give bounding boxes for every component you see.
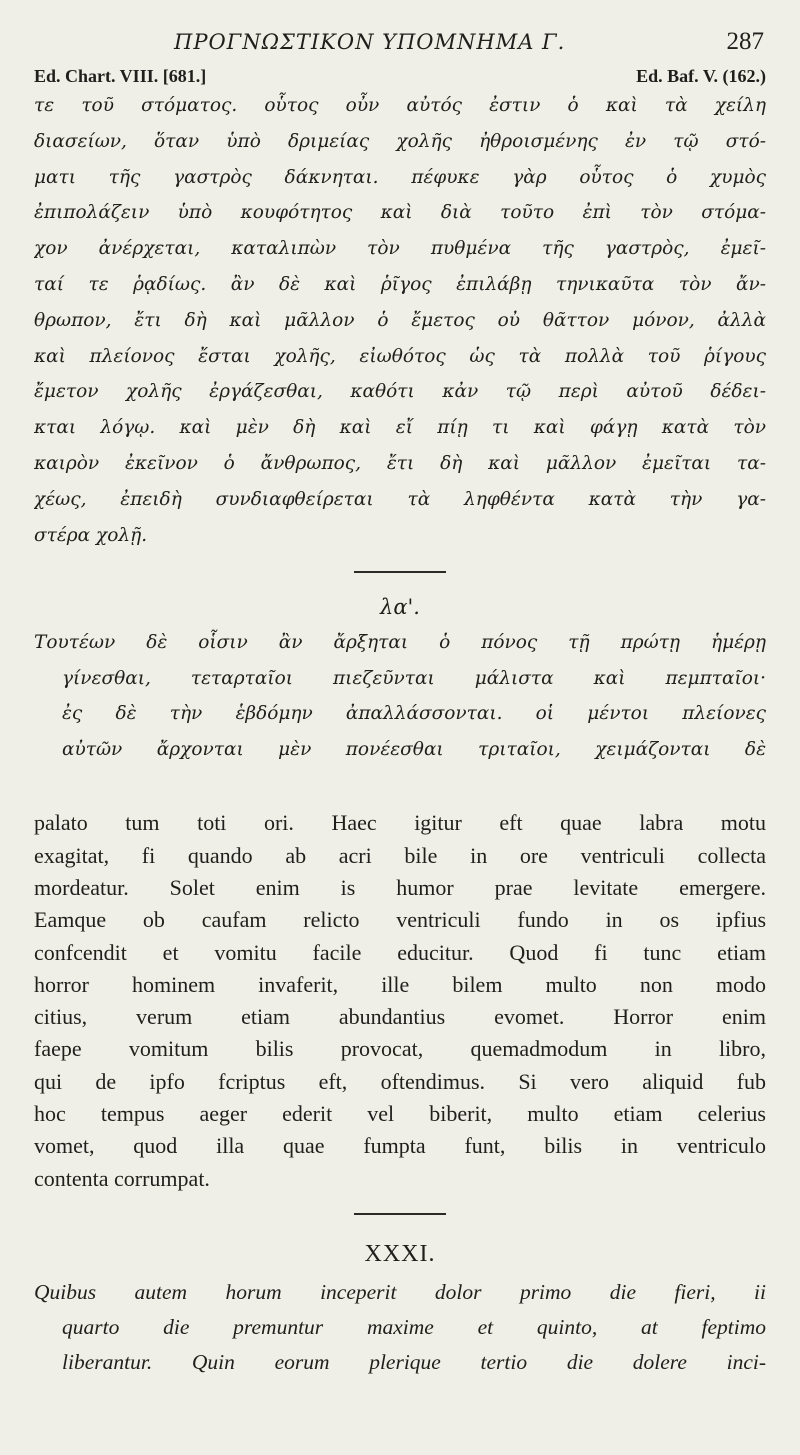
text-line: ἐς δὲ τὴν ἑβδόμην ἀπαλλάσσονται. οἱ μέντοι πλείονες: [62, 703, 766, 725]
text-line: θρωπον, ἔτι δὴ καὶ μᾶλλον ὁ ἔμετος οὐ θᾶττον μόνον, ἀλλὰ: [34, 309, 766, 331]
text-line: χον ἀνέρχεται, καταλιπὼν τὸν πυθμένα τῆς γαστρὸς, ἐμεῖ-: [34, 238, 766, 260]
text-line: vomet, quod illa quae fumpta funt, bilis in ventriculo: [34, 1133, 766, 1159]
text-line: κται λόγῳ. καὶ μὲν δὴ καὶ εἴ πίῃ τι καὶ φάγῃ κατὰ τὸν: [34, 417, 766, 439]
greek-aphorism: [34, 625, 766, 767]
text-line: γίνεσθαι, τεταρταῖοι πιεζεῦνται μάλιστα καὶ πεμπταῖοι·: [62, 667, 766, 689]
text-line: στέρα χολῇ.: [34, 524, 148, 546]
page-number: 287: [726, 28, 764, 55]
text-line: exagitat, fi quando ab acri bile in ore ventriculi collecta: [34, 842, 766, 868]
text-line: Quibus autem horum inceperit dolor primo die fieri, ii: [34, 1279, 766, 1304]
text-line: διασείων, ὅταν ὑπὸ δριμείας χολῆς ἠθροισμένης ἐν τῷ στό-: [34, 130, 766, 152]
text-line: τε τοῦ στόματος. οὗτος οὖν αὐτός ἐστιν ὁ καὶ τὰ χείλη: [34, 95, 766, 116]
running-title: ΠΡΟΓΝΩΣΤΙΚΟΝ ΥΠΟΜΝΗΜΑ Γ.: [174, 30, 566, 54]
text-line: ἔμετον χολῆς ἐργάζεσθαι, καθότι κἀν τῷ περὶ αὐτοῦ δέδει-: [34, 381, 766, 403]
text-line: faepe vomitum bilis provocat, quemadmodum in libro,: [34, 1036, 766, 1062]
text-line: contenta corrumpat.: [34, 1165, 210, 1191]
section-divider: [354, 571, 446, 573]
text-line: palato tum toti ori. Haec igitur eft quae labra motu: [34, 810, 766, 836]
latin-section-number: XXXI.: [364, 1240, 436, 1267]
text-line: citius, verum etiam abundantius evomet. Horror enim: [34, 1004, 766, 1030]
text-line: καιρὸν ἐκεῖνον ὁ ἄνθρωπος, ἔτι δὴ καὶ μᾶλλον ἐμεῖται τα-: [34, 452, 766, 474]
text-line: ταί τε ῥᾳδίως. ἂν δὲ καὶ ῥῖγος ἐπιλάβῃ τηνικαῦτα τὸν ἄν-: [34, 273, 766, 295]
edition-reference-right: Ed. Baf. V. (162.): [636, 66, 766, 86]
latin-commentary: [34, 807, 766, 1195]
book-page: [34, 28, 766, 1438]
text-line: horror hominem invaferit, ille bilem multo non modo: [34, 971, 766, 997]
text-line: qui de ipfo fcriptus eft, oftendimus. Si vero aliquid fub: [34, 1068, 766, 1094]
edition-reference-left: Ed. Chart. VIII. [681.]: [34, 66, 207, 86]
text-line: χέως, ἐπειδὴ συνδιαφθείρεται τὰ ληφθέντα κατὰ τὴν γα-: [34, 488, 766, 510]
latin-aphorism: [34, 1275, 766, 1380]
text-line: mordeatur. Solet enim is humor prae levitate emergere.: [34, 874, 766, 900]
running-header: [34, 28, 766, 64]
text-line: ματι τῆς γαστρὸς δάκνηται. πέφυκε γὰρ οὗτος ὁ χυμὸς: [34, 166, 766, 188]
text-line: liberantur. Quin eorum plerique tertio die dolere inci-: [62, 1349, 766, 1374]
text-line: Τουτέων δὲ οἷσιν ἂν ἄρξηται ὁ πόνος τῇ πρώτῃ ἡμέρῃ: [34, 632, 766, 654]
edition-reference-line: [34, 64, 766, 88]
text-line: Eamque ob caufam relicto ventriculi fundo in os ipfius: [34, 907, 766, 933]
text-line: ἐπιπολάζειν ὑπὸ κουφότητος καὶ διὰ τοῦτο ἐπὶ τὸν στόμα-: [34, 202, 766, 224]
text-line: καὶ πλείονος ἔσται χολῆς, εἰωθότος ὡς τὰ πολλὰ τοῦ ῥίγους: [34, 345, 766, 367]
text-line: hoc tempus aeger ederit vel biberit, multo etiam celerius: [34, 1101, 766, 1127]
text-line: αὐτῶν ἄρχονται μὲν πονέεσθαι τριταῖοι, χειμάζονται δὲ: [62, 738, 766, 760]
greek-commentary: [34, 88, 766, 553]
section-divider: [354, 1213, 446, 1215]
greek-section-number: λα'.: [380, 595, 420, 620]
text-line: quarto die premuntur maxime et quinto, at feptimo: [62, 1314, 766, 1339]
text-line: confcendit et vomitu facile educitur. Quod fi tunc etiam: [34, 939, 766, 965]
